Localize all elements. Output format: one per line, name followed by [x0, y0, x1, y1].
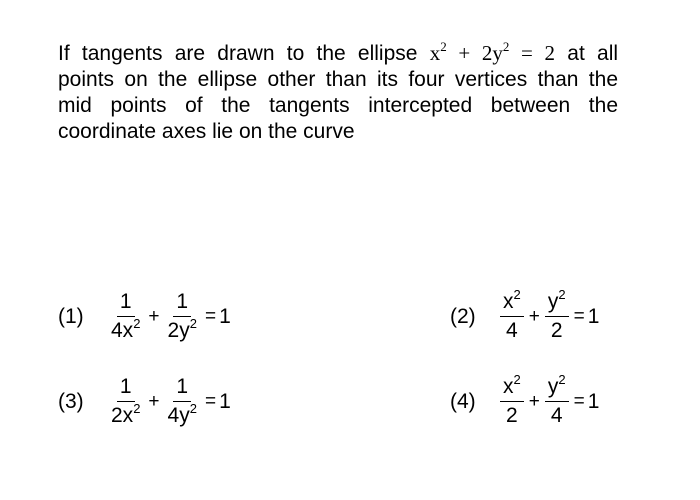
equals-sign: = [573, 305, 585, 327]
fraction-numerator [500, 372, 524, 402]
option-1[interactable] [58, 290, 231, 343]
option-4[interactable] [450, 372, 600, 428]
option-4-fraction-1 [500, 372, 524, 428]
fraction-denominator: 2 [550, 319, 563, 342]
option-3-fraction-2 [165, 375, 200, 428]
question-line-3: mid points of the tangents intercepted between the [58, 94, 618, 117]
fraction-denominator [165, 402, 200, 428]
ellipse-equation [430, 41, 555, 65]
numerator-base: y [547, 375, 559, 398]
numerator-exponent: 2 [558, 287, 566, 302]
fraction-denominator: 2 [506, 404, 518, 427]
option-1-fraction-1 [108, 290, 143, 343]
fraction-numerator [545, 287, 569, 317]
denominator-exponent: 2 [189, 401, 197, 416]
question-line-1-tail: at all [567, 42, 619, 65]
denominator-base: 2x [111, 404, 134, 427]
fraction-numerator [500, 287, 524, 317]
option-1-label: (1) [58, 304, 84, 328]
option-3-fraction-1 [108, 375, 143, 428]
plus-sign: + [528, 390, 540, 412]
option-3-rhs: 1 [219, 389, 231, 413]
option-2-label: (2) [450, 304, 476, 328]
question-text [58, 40, 618, 145]
eq-equals: = [521, 41, 533, 65]
equals-sign: = [573, 390, 585, 412]
eq-plus: + [458, 41, 471, 65]
denominator-base: 4y [167, 404, 190, 427]
option-4-label: (4) [450, 389, 476, 413]
question-line-2: points on the ellipse other than its four vertices than the [58, 68, 618, 91]
denominator-exponent: 2 [133, 316, 141, 331]
option-2-fraction-2 [545, 287, 569, 343]
option-2-rhs: 1 [587, 304, 600, 328]
fraction-denominator [108, 402, 143, 428]
plus-sign: + [148, 305, 160, 327]
fraction-denominator: 4 [506, 319, 518, 342]
fraction-numerator: 1 [117, 290, 135, 317]
numerator-exponent: 2 [513, 372, 521, 387]
eq-x: x [429, 41, 441, 65]
equals-sign: = [204, 390, 217, 412]
eq-exponent-2: 2 [502, 39, 510, 54]
option-1-rhs: 1 [219, 304, 231, 328]
option-4-rhs: 1 [587, 389, 600, 413]
numerator-exponent: 2 [558, 372, 566, 387]
numerator-base: x [503, 290, 514, 313]
denominator-exponent: 2 [189, 316, 197, 331]
fraction-numerator: 1 [117, 375, 135, 402]
eq-2y: 2y [481, 41, 503, 65]
option-2[interactable] [450, 287, 600, 343]
denominator-base: 4x [111, 319, 134, 342]
fraction-denominator [108, 317, 143, 343]
numerator-base: x [503, 375, 514, 398]
fraction-denominator: 4 [550, 404, 563, 427]
question-line-4: coordinate axes lie on the curve [58, 120, 355, 143]
option-3-label: (3) [58, 389, 84, 413]
fraction-denominator [165, 317, 200, 343]
equals-sign: = [204, 305, 217, 327]
fraction-numerator [545, 372, 569, 402]
option-1-fraction-2 [165, 290, 200, 343]
plus-sign: + [148, 390, 160, 412]
question-line-1-text: If tangents are drawn to the ellipse [58, 42, 418, 65]
option-4-fraction-2 [545, 372, 569, 428]
option-2-fraction-1 [500, 287, 524, 343]
numerator-exponent: 2 [513, 287, 521, 302]
fraction-numerator: 1 [173, 290, 191, 317]
eq-rhs: 2 [544, 41, 556, 65]
denominator-base: 2y [167, 319, 190, 342]
denominator-exponent: 2 [133, 401, 141, 416]
question-line-1 [58, 40, 618, 67]
fraction-numerator: 1 [173, 375, 191, 402]
numerator-base: y [547, 290, 559, 313]
eq-exponent-1: 2 [440, 39, 447, 54]
plus-sign: + [528, 305, 540, 327]
option-3[interactable] [58, 375, 231, 428]
